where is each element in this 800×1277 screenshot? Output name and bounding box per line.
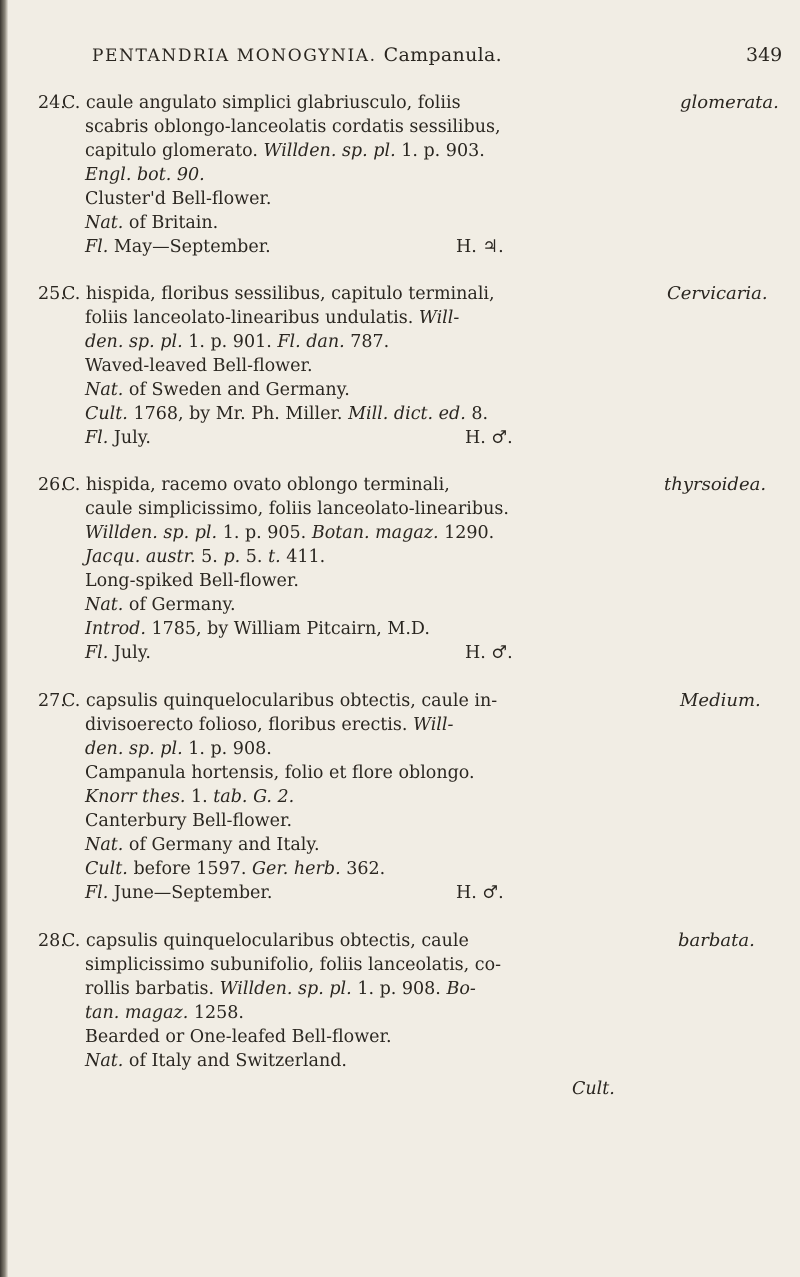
running-title-genus: Campanula. bbox=[383, 44, 502, 66]
native-range: Nat. of Sweden and Germany. bbox=[85, 380, 350, 400]
page-binding-edge bbox=[0, 0, 8, 1277]
catchword: Cult. bbox=[572, 1079, 615, 1099]
habit-symbol: H. ♂. bbox=[465, 428, 513, 448]
habit-symbol: H. ♃. bbox=[456, 237, 504, 257]
flowering-period: Fl. July. bbox=[85, 643, 151, 663]
entry-description-line: foliis lanceolato-linearibus undulatis. Will- bbox=[85, 308, 460, 328]
entry-reference-line: capitulo glomerato. Willden. sp. pl. 1. p. 903. bbox=[85, 141, 485, 161]
habit-symbol: H. ♂. bbox=[456, 883, 504, 903]
synonym: Campanula hortensis, folio et flore oblongo. bbox=[85, 763, 475, 783]
entry-description: C. capsulis quinquelocularibus obtectis, caule bbox=[62, 931, 469, 951]
introduction-note: Introd. 1785, by William Pitcairn, M.D. bbox=[85, 619, 430, 639]
entry-description: scabris oblongo-lanceolatis cordatis sessilibus, bbox=[85, 117, 501, 137]
species-name: glomerata. bbox=[680, 92, 779, 113]
running-title bbox=[92, 44, 502, 66]
entry-description: C. caule angulato simplici glabriusculo, foliis bbox=[62, 93, 461, 113]
entry-number: 24. bbox=[38, 93, 66, 113]
page-number: 349 bbox=[746, 44, 783, 66]
entry-number: 27. bbox=[38, 691, 66, 711]
entry-reference-line: rollis barbatis. Willden. sp. pl. 1. p. 908. Bo- bbox=[85, 979, 476, 999]
entry-description: C. capsulis quinquelocularibus obtectis, caule in- bbox=[62, 691, 498, 711]
species-name: Medium. bbox=[680, 690, 761, 711]
native-range: Nat. of Britain. bbox=[85, 213, 219, 233]
habit-symbol: H. ♂. bbox=[465, 643, 513, 663]
flowering-period: Fl. July. bbox=[85, 428, 151, 448]
native-range: Nat. of Germany. bbox=[85, 595, 236, 615]
common-name: Long-spiked Bell-flower. bbox=[85, 571, 299, 591]
cultivation-note: Cult. 1768, by Mr. Ph. Miller. Mill. dict. ed. 8. bbox=[85, 404, 489, 424]
entry-reference-line: Willden. sp. pl. 1. p. 905. Botan. magaz. 1290. bbox=[85, 523, 495, 543]
common-name: Canterbury Bell-flower. bbox=[85, 811, 293, 831]
entry-reference-line: Jacqu. austr. 5. p. 5. t. 411. bbox=[85, 547, 326, 567]
common-name: Cluster'd Bell-flower. bbox=[85, 189, 272, 209]
entry-description: C. hispida, racemo ovato oblongo terminali, bbox=[62, 475, 450, 495]
entry-number: 25. bbox=[38, 284, 66, 304]
entry-description: simplicissimo subunifolio, foliis lanceolatis, co- bbox=[85, 955, 502, 975]
entry-reference-line: den. sp. pl. 1. p. 901. Fl. dan. 787. bbox=[85, 332, 390, 352]
native-range: Nat. of Germany and Italy. bbox=[85, 835, 320, 855]
species-name: thyrsoidea. bbox=[664, 474, 767, 495]
entry-description: caule simplicissimo, foliis lanceolato-linearibus. bbox=[85, 499, 509, 519]
common-name: Waved-leaved Bell-flower. bbox=[85, 356, 313, 376]
entry-reference: Engl. bot. 90. bbox=[85, 165, 205, 185]
entry-number: 28. bbox=[38, 931, 66, 951]
flowering-period: Fl. May—September. bbox=[85, 237, 271, 257]
entry-description-line: divisoerecto folioso, floribus erectis. Will- bbox=[85, 715, 454, 735]
species-name: barbata. bbox=[678, 930, 755, 951]
entry-description: C. hispida, floribus sessilibus, capitulo terminali, bbox=[62, 284, 495, 304]
entry-number: 26. bbox=[38, 475, 66, 495]
entry-reference-line: den. sp. pl. 1. p. 908. bbox=[85, 739, 272, 759]
page-header bbox=[0, 44, 800, 76]
running-title-class-order: PENTANDRIA MONOGYNIA. bbox=[92, 46, 377, 66]
species-name: Cervicaria. bbox=[667, 283, 768, 304]
flowering-period: Fl. June—September. bbox=[85, 883, 273, 903]
cultivation-note: Cult. before 1597. Ger. herb. 362. bbox=[85, 859, 386, 879]
common-name: Bearded or One-leafed Bell-flower. bbox=[85, 1027, 392, 1047]
entry-reference-line: Knorr thes. 1. tab. G. 2. bbox=[85, 787, 295, 807]
entry-reference-line: tan. magaz. 1258. bbox=[85, 1003, 244, 1023]
native-range: Nat. of Italy and Switzerland. bbox=[85, 1051, 347, 1071]
